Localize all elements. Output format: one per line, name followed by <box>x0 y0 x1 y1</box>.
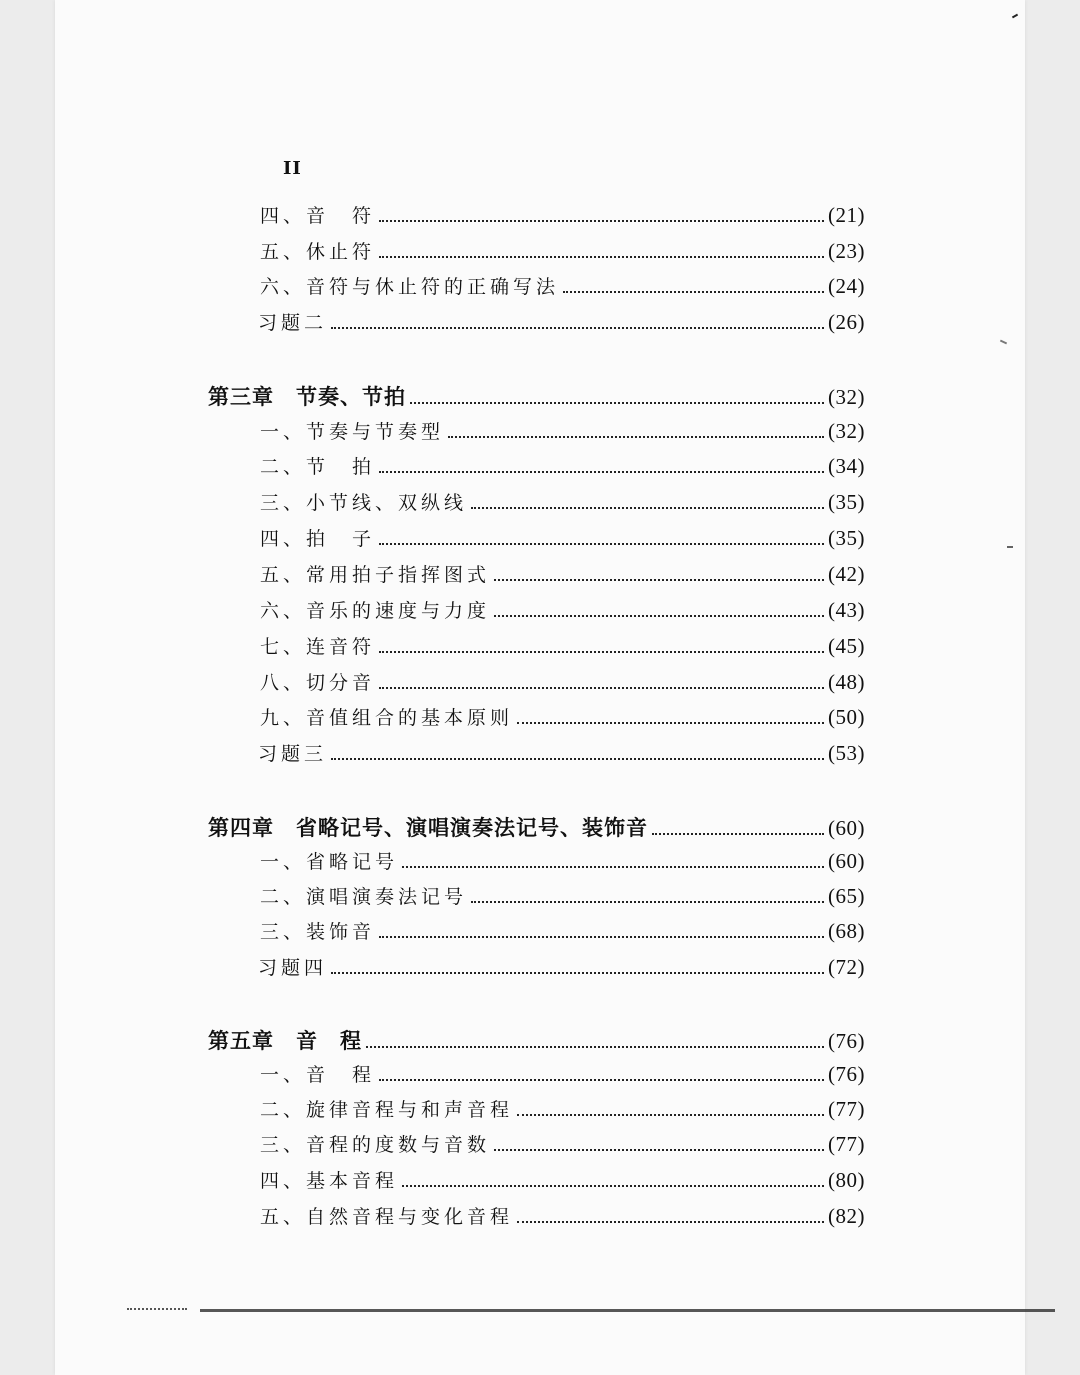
toc-section-entry <box>260 417 865 445</box>
toc-entry-label: 一、省略记号 <box>260 851 399 873</box>
toc-section-entry <box>258 308 865 336</box>
toc-entry-label: 九、音值组合的基本原则 <box>260 707 514 729</box>
toc-entry-label: 五、休止符 <box>260 241 376 263</box>
dot-leader <box>379 936 824 938</box>
dot-leader <box>410 402 824 404</box>
dot-leader <box>379 651 824 653</box>
toc-entry-page: (32) <box>828 385 865 409</box>
toc-entry-page: (60) <box>828 816 865 840</box>
toc-section-entry <box>260 882 865 910</box>
toc-entry-label: 一、音 程 <box>260 1064 376 1086</box>
toc-entry-label: 三、小节线、双纵线 <box>260 492 468 514</box>
dot-leader <box>471 901 824 903</box>
toc-entry-page: (26) <box>828 310 865 334</box>
toc-entry-label: 习题二 <box>258 312 328 334</box>
toc-entry-page: (77) <box>828 1097 865 1121</box>
toc-entry-page: (34) <box>828 454 865 478</box>
toc-entry-page: (21) <box>828 203 865 227</box>
toc-entry-label: 四、基本音程 <box>260 1170 399 1192</box>
toc-chapter-entry <box>208 381 865 409</box>
toc-section-entry <box>260 1130 865 1158</box>
toc-section-entry <box>260 237 865 265</box>
toc-section-entry <box>260 632 865 660</box>
toc-entry-page: (80) <box>828 1168 865 1192</box>
toc-entry-label: 八、切分音 <box>260 672 376 694</box>
toc-entry-label: 习题三 <box>258 743 328 765</box>
document-page <box>55 0 1025 1375</box>
toc-section-entry <box>260 1202 865 1230</box>
toc-entry-page: (24) <box>828 274 865 298</box>
toc-section-entry <box>260 1060 865 1088</box>
scan-speck <box>1000 340 1007 345</box>
bottom-dotted-rule <box>127 1308 187 1310</box>
scan-speck <box>1012 14 1018 19</box>
dot-leader <box>563 291 824 293</box>
toc-section-entry <box>260 668 865 696</box>
toc-entry-label: 习题四 <box>258 957 328 979</box>
toc-section-entry <box>260 596 865 624</box>
toc-section-entry <box>260 1095 865 1123</box>
dot-leader <box>448 436 824 438</box>
toc-section-entry <box>260 1166 865 1194</box>
toc-entry-page: (77) <box>828 1132 865 1156</box>
toc-entry-label: 三、装饰音 <box>260 921 376 943</box>
toc-section-entry <box>260 488 865 516</box>
toc-entry-page: (43) <box>828 598 865 622</box>
toc-entry-page: (48) <box>828 670 865 694</box>
toc-section-entry <box>260 917 865 945</box>
dot-leader <box>517 722 824 724</box>
toc-entry-page: (76) <box>828 1029 865 1053</box>
page-number: II <box>283 158 302 179</box>
toc-entry-label: 二、演唱演奏法记号 <box>260 886 468 908</box>
toc-chapter-entry <box>208 812 865 840</box>
dot-leader <box>652 833 824 835</box>
toc-entry-page: (32) <box>828 419 865 443</box>
scan-speck <box>1007 546 1013 548</box>
toc-entry-label: 第四章 省略记号、演唱演奏法记号、装饰音 <box>208 815 648 840</box>
toc-entry-page: (50) <box>828 705 865 729</box>
dot-leader <box>379 220 824 222</box>
dot-leader <box>494 1149 824 1151</box>
toc-entry-page: (65) <box>828 884 865 908</box>
toc-entry-label: 第三章 节奏、节拍 <box>208 384 406 409</box>
toc-entry-page: (42) <box>828 562 865 586</box>
toc-entry-page: (60) <box>828 849 865 873</box>
dot-leader <box>331 327 824 329</box>
toc-entry-page: (35) <box>828 526 865 550</box>
toc-section-entry <box>260 201 865 229</box>
toc-section-entry <box>258 739 865 767</box>
toc-entry-page: (72) <box>828 955 865 979</box>
toc-entry-label: 二、节 拍 <box>260 456 376 478</box>
toc-entry-label: 五、自然音程与变化音程 <box>260 1206 514 1228</box>
toc-chapter-entry <box>208 1025 865 1053</box>
toc-entry-label: 二、旋律音程与和声音程 <box>260 1099 514 1121</box>
toc-section-entry <box>260 272 865 300</box>
bottom-rule <box>200 1309 1055 1312</box>
dot-leader <box>331 972 824 974</box>
toc-entry-label: 五、常用拍子指挥图式 <box>260 564 491 586</box>
dot-leader <box>379 256 824 258</box>
toc-entry-page: (82) <box>828 1204 865 1228</box>
toc-entry-page: (76) <box>828 1062 865 1086</box>
toc-section-entry <box>260 847 865 875</box>
toc-entry-label: 四、拍 子 <box>260 528 376 550</box>
toc-section-entry <box>260 524 865 552</box>
dot-leader <box>402 1185 824 1187</box>
dot-leader <box>379 1079 824 1081</box>
toc-entry-label: 三、音程的度数与音数 <box>260 1134 491 1156</box>
dot-leader <box>517 1221 824 1223</box>
toc-section-entry <box>258 953 865 981</box>
toc-entry-label: 六、音乐的速度与力度 <box>260 600 491 622</box>
toc-entry-page: (53) <box>828 741 865 765</box>
dot-leader <box>366 1046 824 1048</box>
dot-leader <box>517 1114 824 1116</box>
dot-leader <box>379 471 824 473</box>
toc-entry-label: 一、节奏与节奏型 <box>260 421 445 443</box>
dot-leader <box>379 687 824 689</box>
toc-entry-label: 第五章 音 程 <box>208 1028 362 1053</box>
dot-leader <box>494 615 824 617</box>
toc-section-entry <box>260 703 865 731</box>
toc-entry-page: (68) <box>828 919 865 943</box>
toc-entry-page: (23) <box>828 239 865 263</box>
toc-entry-label: 六、音符与休止符的正确写法 <box>260 276 560 298</box>
dot-leader <box>379 543 824 545</box>
dot-leader <box>494 579 824 581</box>
toc-section-entry <box>260 560 865 588</box>
toc-entry-page: (45) <box>828 634 865 658</box>
toc-entry-page: (35) <box>828 490 865 514</box>
toc-entry-label: 七、连音符 <box>260 636 376 658</box>
dot-leader <box>331 758 824 760</box>
dot-leader <box>471 507 824 509</box>
toc-entry-label: 四、音 符 <box>260 205 376 227</box>
toc-section-entry <box>260 452 865 480</box>
dot-leader <box>402 866 824 868</box>
